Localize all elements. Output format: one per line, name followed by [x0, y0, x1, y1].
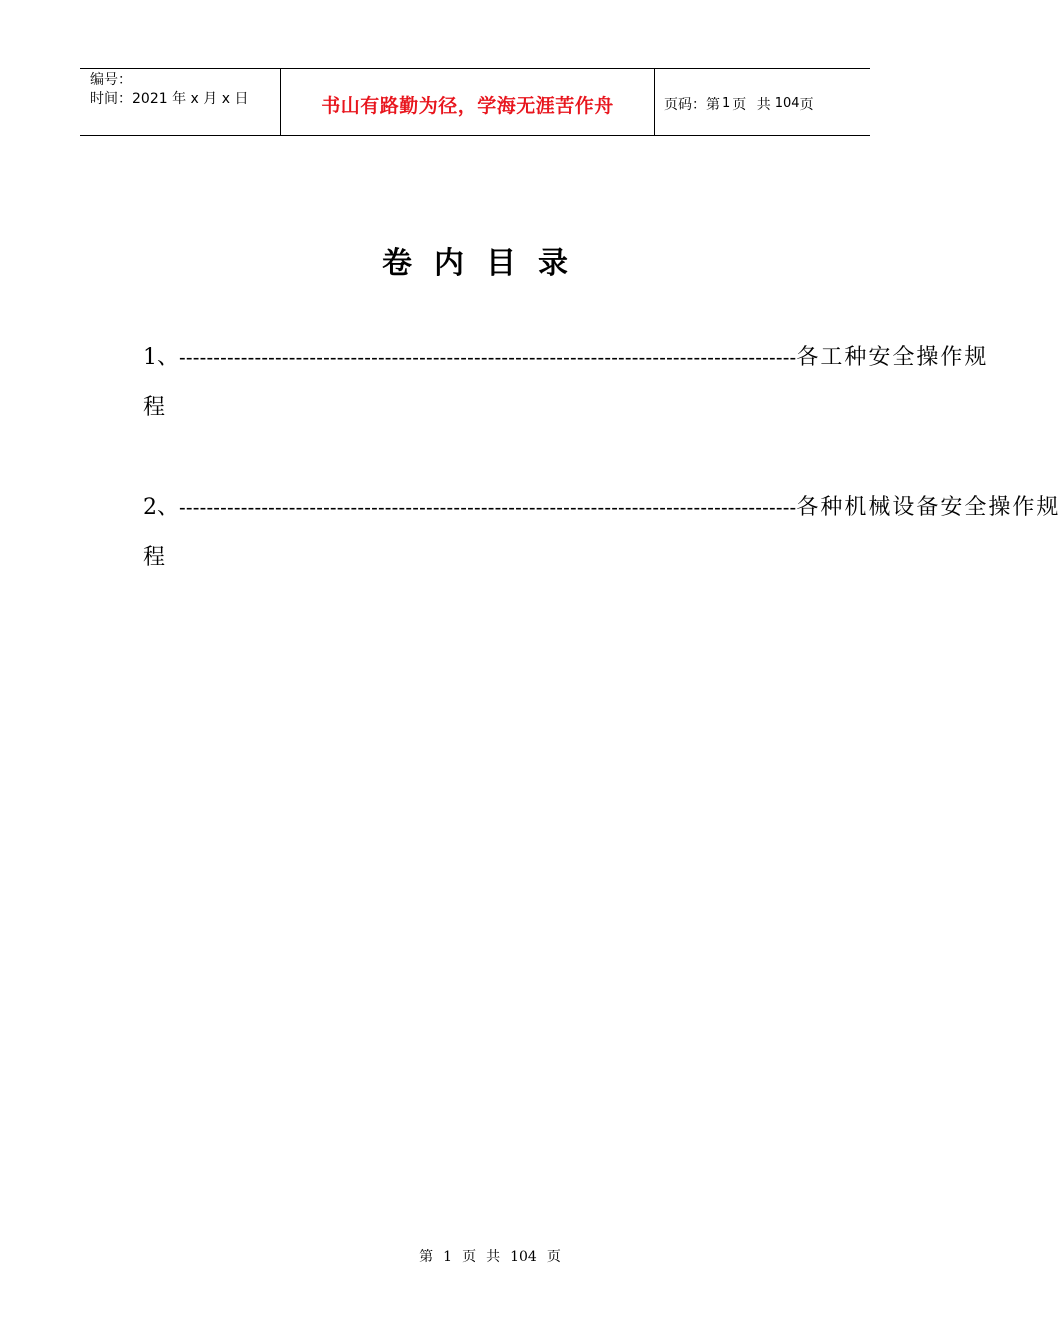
toc-entry-title: 各种机械设备安全操作规 — [796, 495, 1060, 520]
toc-entry-title-continued: 程 — [143, 395, 166, 420]
footer-suffix: 页 — [546, 1249, 561, 1265]
toc-entry-title: 各工种安全操作规 — [796, 345, 989, 370]
toc-leader-dashes: ------------------------------------------------------------------------------------------ — [179, 497, 797, 519]
toc-entry-number: 1、 — [143, 345, 179, 370]
footer-total-label: 共 — [486, 1249, 501, 1265]
footer-page-total: 104 — [510, 1249, 537, 1265]
toc-entry-1 — [143, 333, 989, 433]
page-mid-label: 页 共 — [732, 96, 771, 113]
footer-page-current: 1 — [443, 1249, 453, 1265]
toc-entry-title-continued: 程 — [143, 545, 166, 570]
toc-entry-number: 2、 — [143, 495, 179, 520]
page-title: 卷内目录 — [382, 246, 590, 281]
page-end-label: 页 — [799, 96, 814, 113]
footer-prefix: 第 — [419, 1249, 434, 1265]
footer-page-label: 页 — [462, 1249, 477, 1265]
page-header — [80, 68, 870, 136]
page-label: 页码：第 — [664, 96, 720, 113]
page-total: 104 — [774, 96, 800, 111]
document-date: 时间：2021 年 x 月 x 日 — [90, 91, 249, 107]
document-number-label: 编号： — [90, 72, 132, 88]
toc-entry-2 — [143, 483, 1060, 583]
header-meta — [80, 69, 281, 135]
toc-leader-dashes: ------------------------------------------------------------------------------------------ — [179, 347, 797, 369]
page-current: 1 — [722, 96, 731, 111]
header-motto: 书山有路勤为径，学海无涯苦作舟 — [281, 69, 655, 135]
page-footer — [0, 1246, 950, 1266]
header-page-info — [655, 69, 870, 135]
